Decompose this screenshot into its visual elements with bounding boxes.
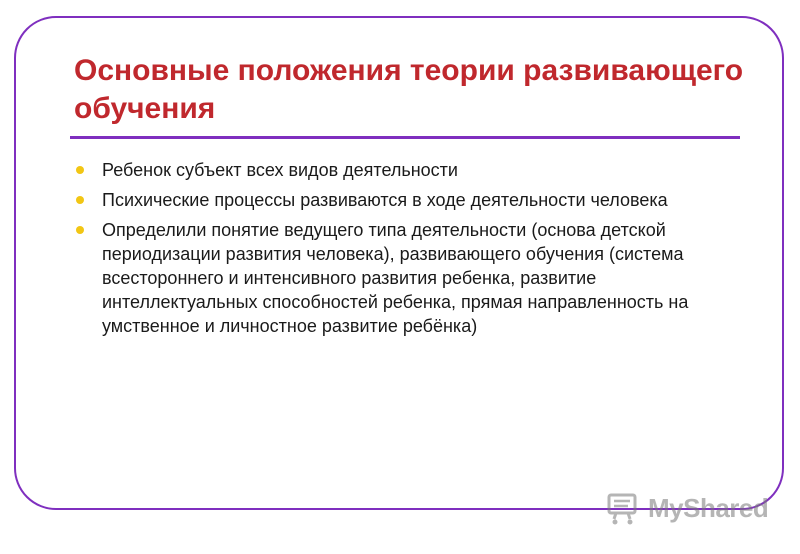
bullet-text: Ребенок субъект всех видов деятельности: [102, 160, 458, 180]
shopping-cart-icon: [606, 490, 642, 526]
bullet-text: Психические процессы развиваются в ходе деятельности человека: [102, 190, 668, 210]
watermark-logo: [606, 488, 768, 528]
bullet-item: [72, 158, 732, 182]
bullet-dot-icon: [76, 166, 84, 174]
bullet-text: Определили понятие ведущего типа деятельности (основа детской периодизации развития человека), развивающего обучения (система всестороннего и интенсивного развития ребенка, развитие интеллектуальных способностей ребенка, прямая направленность на умственное и личностное развитие ребёнка): [102, 220, 689, 336]
bullet-dot-icon: [76, 196, 84, 204]
watermark-text: MyShared: [648, 492, 769, 523]
bullet-list: [72, 158, 732, 344]
title-underline: [70, 136, 740, 139]
bullet-item: [72, 218, 732, 338]
bullet-item: [72, 188, 732, 212]
slide-title: Основные положения теории развивающего обучения: [74, 54, 744, 125]
bullet-dot-icon: [76, 226, 84, 234]
